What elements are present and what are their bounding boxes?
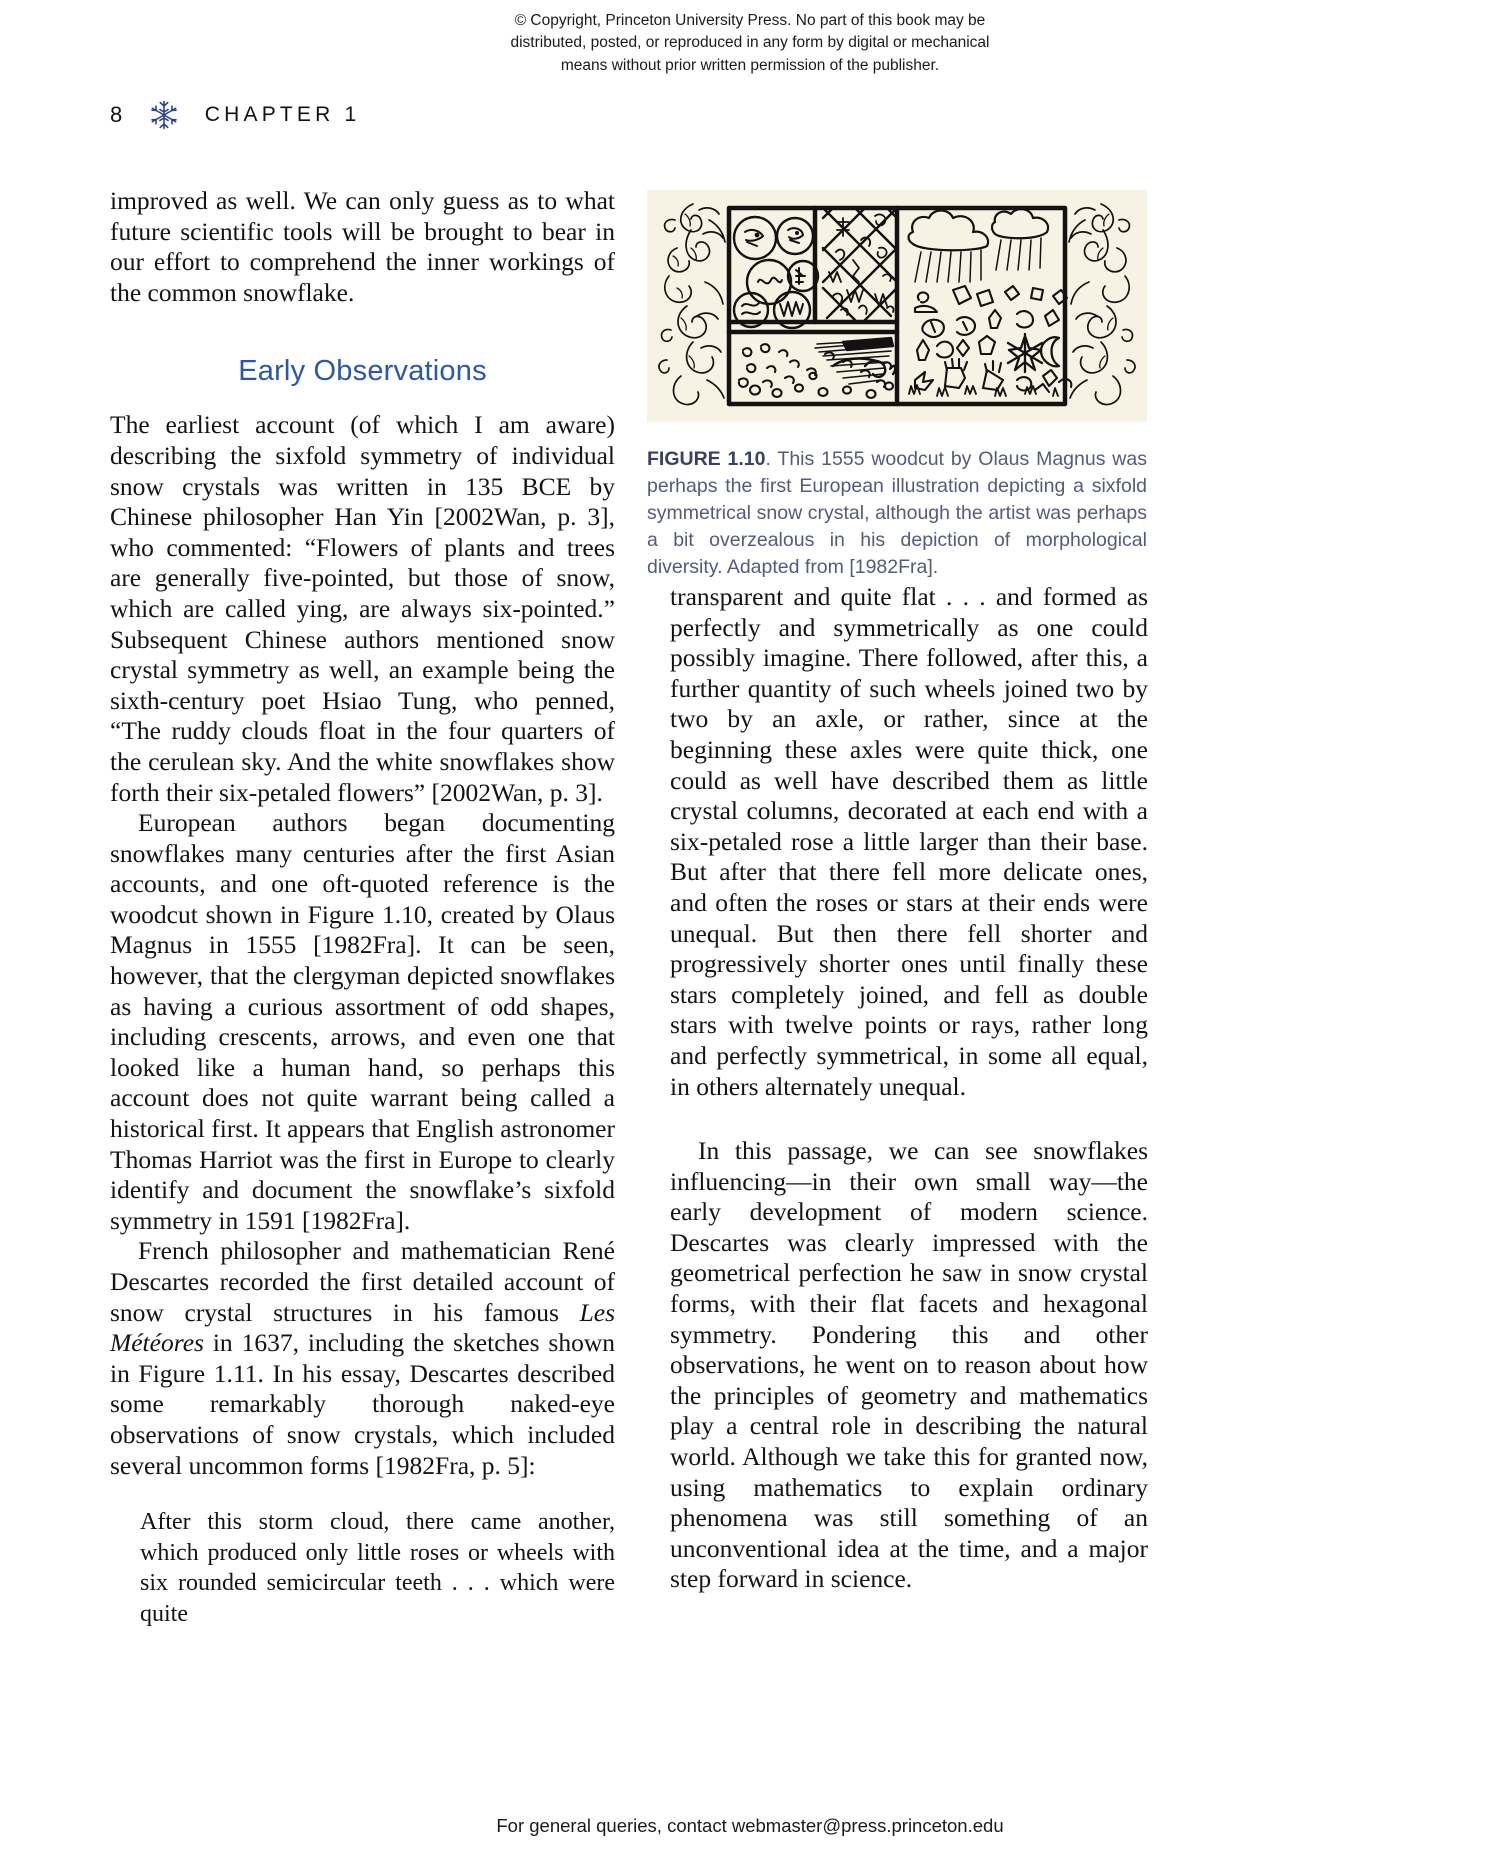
figure-label: FIGURE 1.10 xyxy=(647,448,766,470)
footer-queries-note: For general queries, contact webmaster@press.princeton.edu xyxy=(496,1815,1004,1836)
paragraph-gap xyxy=(670,1102,1148,1136)
copyright-line-3: means without prior written permission of the publisher. xyxy=(560,56,940,74)
blockquote-descartes-excerpt: After this storm cloud, there came another, which produced only little roses or wheels with six rounded semicircular teeth . . . which were quite xyxy=(140,1509,615,1627)
figure-caption xyxy=(647,446,1147,581)
paragraph-european-authors: European authors began documenting snowflakes many centuries after the first Asian accounts, and one oft-quoted reference is the woodcut shown in Figure 1.10, created by Olaus Magnus in 1555 [1982Fra]. It can be seen, however, that the clergyman depicted snowflakes as having a curious assortment of odd shapes, including crescents, arrows, and even one that looked like a human hand, so perhaps this account does not quite warrant being called a historical first. It appears that English astronomer Thomas Harriot was the first in Europe to clearly identify and document the snowflake’s sixfold symmetry in 1591 [1982Fra]. xyxy=(110,808,615,1235)
descartes-text-post: in 1637, including the sketches shown in Figure 1.11. In his essay, Descartes described some remarkably thorough naked-eye observations of snow crystals, which included several uncommon forms [1982Fra, p. 5]: xyxy=(110,1328,615,1480)
figure-caption-text: . This 1555 woodcut by Olaus Magnus was perhaps the first European illustration depicting a sixfold symmetrical snow crystal, although the artist was perhaps a bit overzealous in his depiction of morphological diversity. Adapted from [1982Fra]. xyxy=(647,448,1147,578)
book-title-les-meteores: Les Météores xyxy=(110,1297,615,1358)
copyright-notice xyxy=(0,10,1500,77)
copyright-line-2: distributed, posted, or reproduced in any form by digital or mechanical xyxy=(510,34,990,52)
section-heading-early-observations: Early Observations xyxy=(238,355,487,388)
running-head xyxy=(110,95,360,135)
woodcut-illustration xyxy=(647,190,1147,422)
page-number: 8 xyxy=(110,102,123,127)
left-text-column xyxy=(110,186,615,1630)
chapter-label: CHAPTER 1 xyxy=(204,103,361,126)
figure-block xyxy=(647,190,1147,581)
descartes-text-pre: French philosopher and mathematician René Descartes recorded the first detailed account of snow crystal structures in his famous xyxy=(110,1236,615,1327)
copyright-line-1: © Copyright, Princeton University Press. No part of this book may be xyxy=(514,12,986,29)
right-text-column xyxy=(670,582,1148,1595)
paragraph-earliest-account: The earliest account (of which I am aware) describing the sixfold symmetry of individual snow crystals was written in 135 BCE by Chinese philosopher Han Yin [2002Wan, p. 3], who commented: “Flowers of plants and trees are generally five-pointed, but those of snow, which are called ying, are always six-pointed.” Subsequent Chinese authors mentioned snow crystal symmetry as well, an example being the sixth-century poet Hsiao Tung, who penned, “The ruddy clouds float in the four quarters of the cerulean sky. And the white snowflakes show forth their six-petaled flowers” [2002Wan, p. 3]. xyxy=(110,410,615,807)
paragraph-continued: improved as well. We can only guess as to what future scientific tools will be brought to bear in our effort to comprehend the inner workings of the common snowflake. xyxy=(110,186,615,307)
paragraph-descartes xyxy=(110,1236,615,1481)
paragraph-in-this-passage: In this passage, we can see snowflakes influencing—in their own small way—the early development of modern science. Descartes was clearly impressed with the geometrical perfection he saw in snow crystal forms, with their flat facets and hexagonal symmetry. Pondering this and other observations, he went on to reason about how the principles of geometry and mathematics play a central role in describing the natural world. Although we take this for granted now, using mathematics to explain ordinary phenomena was still something of an unconventional idea at the time, and a major step forward in science. xyxy=(670,1136,1148,1594)
snowflake-icon xyxy=(149,99,179,131)
blockquote-continued: transparent and quite flat . . . and formed as perfectly and symmetrically as one could possibly imagine. There followed, after this, a further quantity of such wheels joined two by two by an axle, or rather, since at the beginning these axles were quite thick, one could as well have described them as little crystal columns, decorated at each end with a six-petaled rose a little larger than their base. But after that there fell more delicate ones, and often the roses or stars at their ends were unequal. But then there fell shorter and progressively shorter ones until finally these stars completely joined, and fell as double stars with twelve points or rays, rather long and perfectly symmetrical, in some all equal, in others alternately unequal. xyxy=(670,582,1148,1101)
